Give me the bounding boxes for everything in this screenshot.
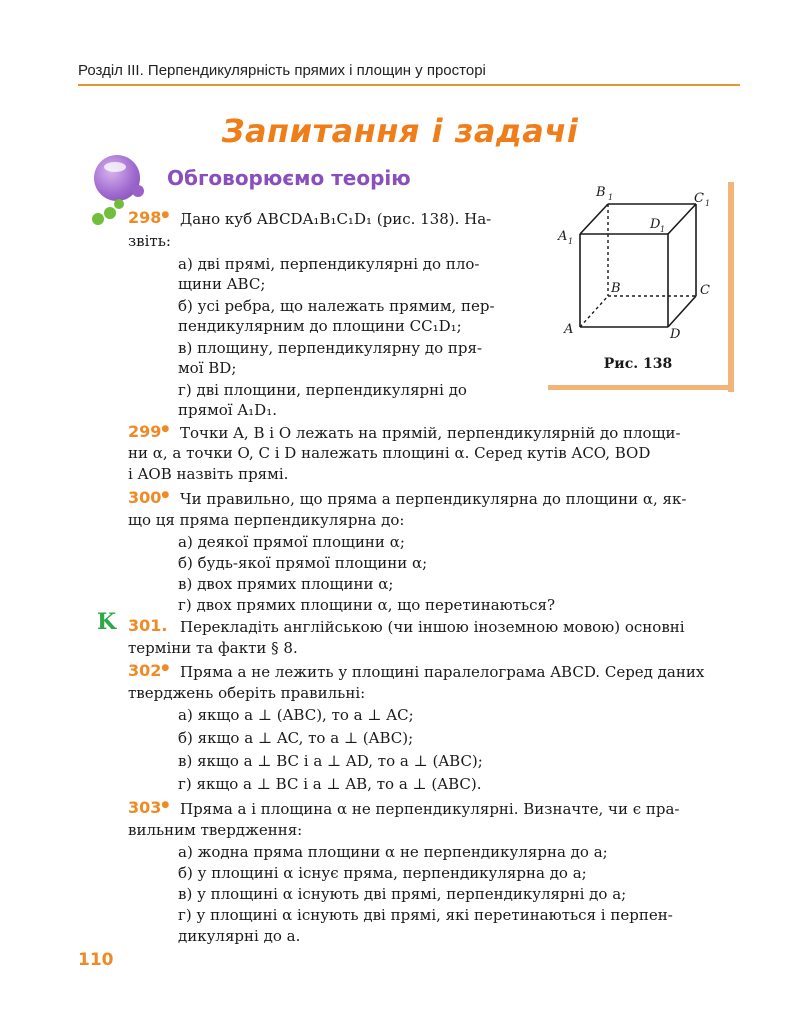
problem-text-line: б) усі ребра, що належать прямим, пер- [178, 297, 495, 315]
figure-border-bottom [548, 385, 734, 390]
problem-text-line: г) двох прямих площини α, що перетинаються? [178, 596, 556, 614]
problem-text-line: в) у площині α існують дві прямі, перпендикулярні до a; [178, 885, 627, 903]
speech-bubble-tail [132, 185, 144, 197]
problem-number: 302● [128, 661, 170, 680]
problem-text-line: а) деякої прямої площини α; [178, 533, 405, 551]
problem-text-line: б) у площині α існує пряма, перпендикулярна до a; [178, 864, 587, 882]
problem-text-line: і AOB назвіть прямі. [128, 465, 289, 483]
label-D1-sub: 1 [660, 225, 666, 234]
problem-text-line: г) дві площини, перпендикулярні до [178, 381, 467, 399]
problem-text-line: Пряма a не лежить у площині паралелограма ABCD. Серед даних [180, 663, 705, 681]
problem-text-line: в) двох прямих площини α; [178, 575, 394, 593]
section-heading: Обговорюємо теорію [167, 166, 411, 190]
problem-text-line: звіть: [128, 232, 171, 250]
problem-text-line: Перекладіть англійською (чи іншою іноземною мовою) основні [180, 618, 685, 636]
label-A: A [564, 322, 574, 337]
label-B: B [611, 281, 621, 296]
problem-number: 298● [128, 208, 170, 227]
page-number: 110 [78, 950, 114, 970]
cube-drawing [548, 182, 728, 357]
problem-text-line: дикулярні до a. [178, 927, 301, 945]
page-title: Запитання і задачі [221, 112, 579, 150]
problem-text-line: прямої A₁D₁. [178, 401, 277, 419]
label-D1: D [650, 217, 661, 232]
problem-text-line: б) якщо a ⊥ AC, то a ⊥ (ABC); [178, 729, 414, 747]
language-k-icon: K [97, 609, 117, 635]
label-B1: B [596, 185, 606, 200]
problem-text-line: щини ABC; [178, 275, 266, 293]
problem-text-line: тверджень оберіть правильні: [128, 684, 366, 702]
problem-number: 300● [128, 488, 170, 507]
problem-text-line: мої BD; [178, 359, 237, 377]
label-D: D [670, 327, 681, 342]
problem-text-line: в) якщо a ⊥ BC і a ⊥ AD, то a ⊥ (ABC); [178, 752, 483, 770]
figure-border-right [728, 182, 734, 392]
problem-text-line: ни α, а точки O, C і D належать площині α. Серед кутів ACO, BOD [128, 444, 651, 462]
problem-text-line: терміни та факти § 8. [128, 639, 298, 657]
label-C1-sub: 1 [705, 199, 711, 208]
problem-text-line: що ця пряма перпендикулярна до: [128, 511, 405, 529]
speech-bubble-highlight [104, 162, 126, 172]
figure-caption: Рис. 138 [603, 356, 673, 372]
problem-text-line: б) будь-якої прямої площини α; [178, 554, 428, 572]
problem-text-line: а) дві прямі, перпендикулярні до пло- [178, 255, 480, 273]
label-A1-sub: 1 [568, 237, 574, 246]
problem-text-line: Пряма a і площина α не перпендикулярні. Визначте, чи є пра- [180, 800, 680, 818]
label-C1: C [694, 191, 704, 206]
problem-text-line: а) жодна пряма площини α не перпендикулярна до a; [178, 843, 608, 861]
problem-text-line: г) у площині α існують дві прямі, які перетинаються і перпен- [178, 906, 673, 924]
problem-text-line: Чи правильно, що пряма a перпендикулярна до площини α, як- [180, 490, 687, 508]
problem-text-line: в) площину, перпендикулярну до пря- [178, 339, 483, 357]
problem-text-line: пендикулярним до площини CC₁D₁; [178, 317, 462, 335]
problem-text-line: вильним твердження: [128, 821, 303, 839]
label-C: C [700, 283, 710, 298]
header-rule [78, 84, 740, 86]
problem-number: 303● [128, 798, 170, 817]
problem-number: 299● [128, 422, 170, 441]
problem-text-line: а) якщо a ⊥ (ABC), то a ⊥ AC; [178, 706, 414, 724]
problem-text-line: г) якщо a ⊥ BC і a ⊥ AB, то a ⊥ (ABC). [178, 775, 482, 793]
problem-number: 301. [128, 616, 168, 635]
running-header: Розділ ІІІ. Перпендикулярність прямих і площин у просторі [78, 62, 486, 79]
problem-text-line: Дано куб ABCDA₁B₁C₁D₁ (рис. 138). На- [180, 210, 492, 228]
problem-text-line: Точки A, B і O лежать на прямій, перпендикулярній до площи- [180, 424, 681, 442]
label-A1: A [558, 229, 568, 244]
label-B1-sub: 1 [608, 193, 614, 202]
